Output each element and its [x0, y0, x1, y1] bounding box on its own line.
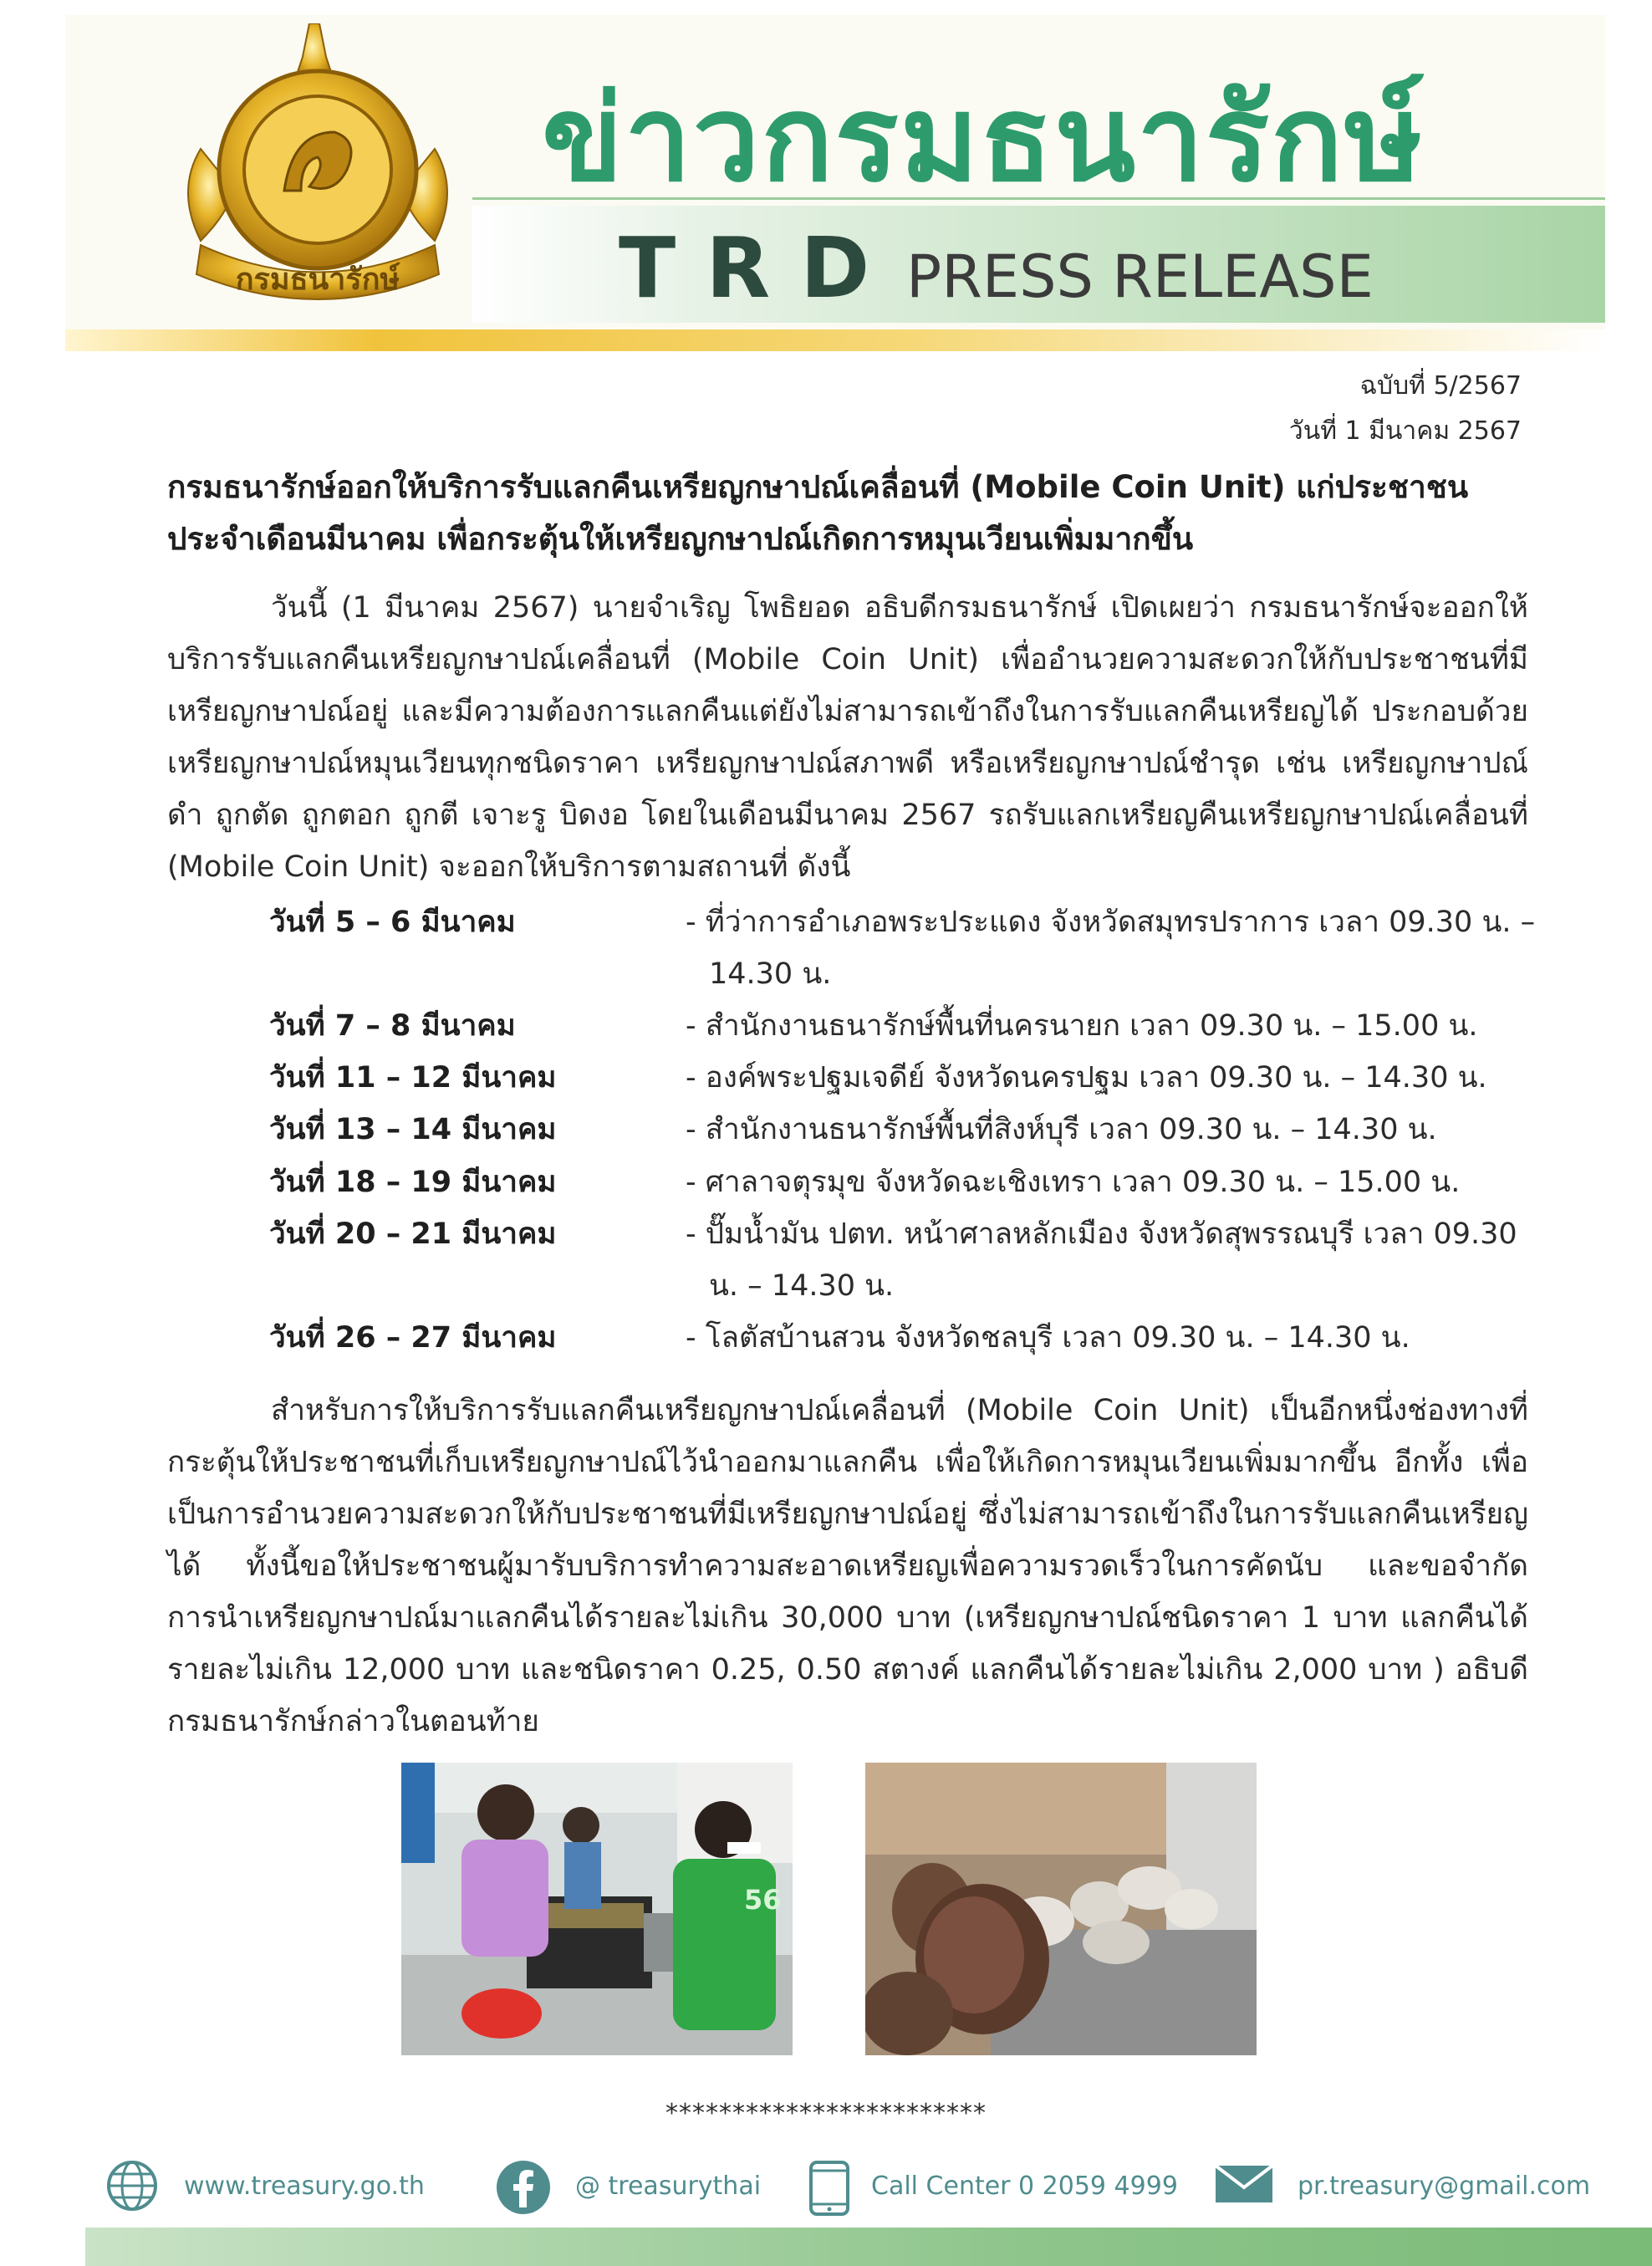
header-gold-strip	[65, 329, 1605, 351]
globe-icon	[100, 2159, 164, 2212]
shirt-number: 56	[744, 1884, 782, 1916]
facebook-icon	[492, 2159, 555, 2216]
schedule-date: วันที่ 18 – 19 มีนาคม	[269, 1166, 557, 1199]
schedule-date: วันที่ 26 – 27 มีนาคม	[269, 1321, 557, 1355]
schedule-date: วันที่ 11 – 12 มีนาคม	[269, 1061, 557, 1095]
body-paragraph-2: สำหรับการให้บริการรับแลกคืนเหรียญกษาปณ์เคลื่อนที่ (Mobile Coin Unit) เป็นอีกหนึ่งช่องทางที่กระตุ้นให้ประชาชนที่เก็บเหรียญกษาปณ์ไว้นำออกมาแลกคืน เพื่อให้เกิดการหมุนเวียนเพิ่มมากขึ้น อีกทั้ง เพื่อเป็นการอำนวยความสะดวกให้กับประชาชนที่มีเหรียญกษาปณ์อยู่ ซึ่งไม่สามารถเข้าถึงในการรับแลกคืนเหรียญได้ ทั้งนี้ขอให้ประชาชนผู้มารับบริการทำความสะอาดเหรียญเพื่อความรวดเร็วในการคัดนับ และขอจำกัดการนำเหรียญกษาปณ์มาแลกคืนได้รายละไม่เกิน 30,000 บาท (เหรียญกษาปณ์ชนิดราคา 1 บาท แลกคืนได้รายละไม่เกิน 12,000 บาท และชนิดราคา 0.25, 0.50 สตางค์ แลกคืนได้รายละไม่เกิน 2,000 บาท ) อธิบดีกรมธนารักษ์กล่าวในตอนท้าย	[167, 1394, 1528, 1738]
footer-facebook-link[interactable]: @ treasurythai	[575, 2172, 762, 2201]
schedule-place: - สำนักงานธนารักษ์พื้นที่นครนายก เวลา 09.30 น. – 15.00 น.	[686, 1009, 1478, 1043]
schedule-place: - ปั๊มน้ำมัน ปตท. หน้าศาลหลักเมือง จังหวัดสุพรรณบุรี เวลา 09.30 น. – 14.30 น.	[686, 1217, 1517, 1303]
schedule-date: วันที่ 7 – 8 มีนาคม	[269, 1009, 516, 1043]
schedule-place: - ที่ว่าการอำเภอพระประแดง จังหวัดสมุทรปราการ เวลา 09.30 น. – 14.30 น.	[686, 906, 1536, 991]
footer-website-link[interactable]: www.treasury.go.th	[184, 2172, 425, 2201]
mail-icon	[1212, 2159, 1276, 2209]
header-title: ข่าวกรมธนารักษ์	[542, 70, 1425, 208]
schedule-place: - โลตัสบ้านสวน จังหวัดชลบุรี เวลา 09.30 น. – 14.30 น.	[686, 1321, 1410, 1355]
photo-coin-bags	[865, 1763, 1257, 2055]
schedule-place: - ศาลาจตุรมุข จังหวัดฉะเชิงเทรา เวลา 09.30 น. – 15.00 น.	[686, 1166, 1461, 1199]
photo-coin-counting-staff	[401, 1763, 793, 2055]
footer-green-bar	[85, 2228, 1652, 2266]
footer-email-link[interactable]: pr.treasury@gmail.com	[1298, 2172, 1591, 2201]
headline: กรมธนารักษ์ออกให้บริการรับแลกคืนเหรียญกษาปณ์เคลื่อนที่ (Mobile Coin Unit) แก่ประชาชน ประจำเดือนมีนาคม เพื่อกระตุ้นให้เหรียญกษาปณ์เกิดการหมุนเวียนเพิ่มมากขึ้น	[167, 469, 1469, 557]
issue-number: ฉบับที่ 5/2567	[1359, 371, 1522, 401]
phone-icon	[804, 2159, 854, 2218]
treasury-department-logo	[167, 23, 468, 316]
issue-date: วันที่ 1 มีนาคม 2567	[1288, 416, 1522, 446]
svg-text:กรมธนารักษ์: กรมธนารักษ์	[235, 263, 400, 297]
schedule-date: วันที่ 5 – 6 มีนาคม	[269, 906, 516, 939]
header-trd: TRD	[619, 219, 900, 317]
footer-call-center[interactable]: Call Center 0 2059 4999	[871, 2172, 1178, 2201]
schedule-date: วันที่ 13 – 14 มีนาคม	[269, 1113, 557, 1146]
divider-stars: ************************	[665, 2099, 987, 2128]
schedule-place: - สำนักงานธนารักษ์พื้นที่สิงห์บุรี เวลา 09.30 น. – 14.30 น.	[686, 1113, 1437, 1146]
body-paragraph-1: วันนี้ (1 มีนาคม 2567) นายจำเริญ โพธิยอด อธิบดีกรมธนารักษ์ เปิดเผยว่า กรมธนารักษ์จะออกให้บริการรับแลกคืนเหรียญกษาปณ์เคลื่อนที่ (Mobile Coin Unit) เพื่ออำนวยความสะดวกให้กับประชาชนที่มีเหรียญกษาปณ์อยู่ และมีความต้องการแลกคืนแต่ยังไม่สามารถเข้าถึงในการรับแลกคืนเหรียญได้ ประกอบด้วยเหรียญกษาปณ์หมุนเวียนทุกชนิดราคา เหรียญกษาปณ์สภาพดี หรือเหรียญกษาปณ์ชำรุด เช่น เหรียญกษาปณ์ดำ ถูกตัด ถูกตอก ถูกตี เจาะรู บิดงอ โดยในเดือนมีนาคม 2567 รถรับแลกเหรียญคืนเหรียญกษาปณ์เคลื่อนที่ (Mobile Coin Unit) จะออกให้บริการตามสถานที่ ดังนี้	[167, 591, 1528, 884]
schedule-date: วันที่ 20 – 21 มีนาคม	[269, 1217, 557, 1251]
header-press-release: PRESS RELEASE	[906, 242, 1374, 311]
schedule-place: - องค์พระปฐมเจดีย์ จังหวัดนครปฐม เวลา 09.30 น. – 14.30 น.	[686, 1061, 1487, 1095]
